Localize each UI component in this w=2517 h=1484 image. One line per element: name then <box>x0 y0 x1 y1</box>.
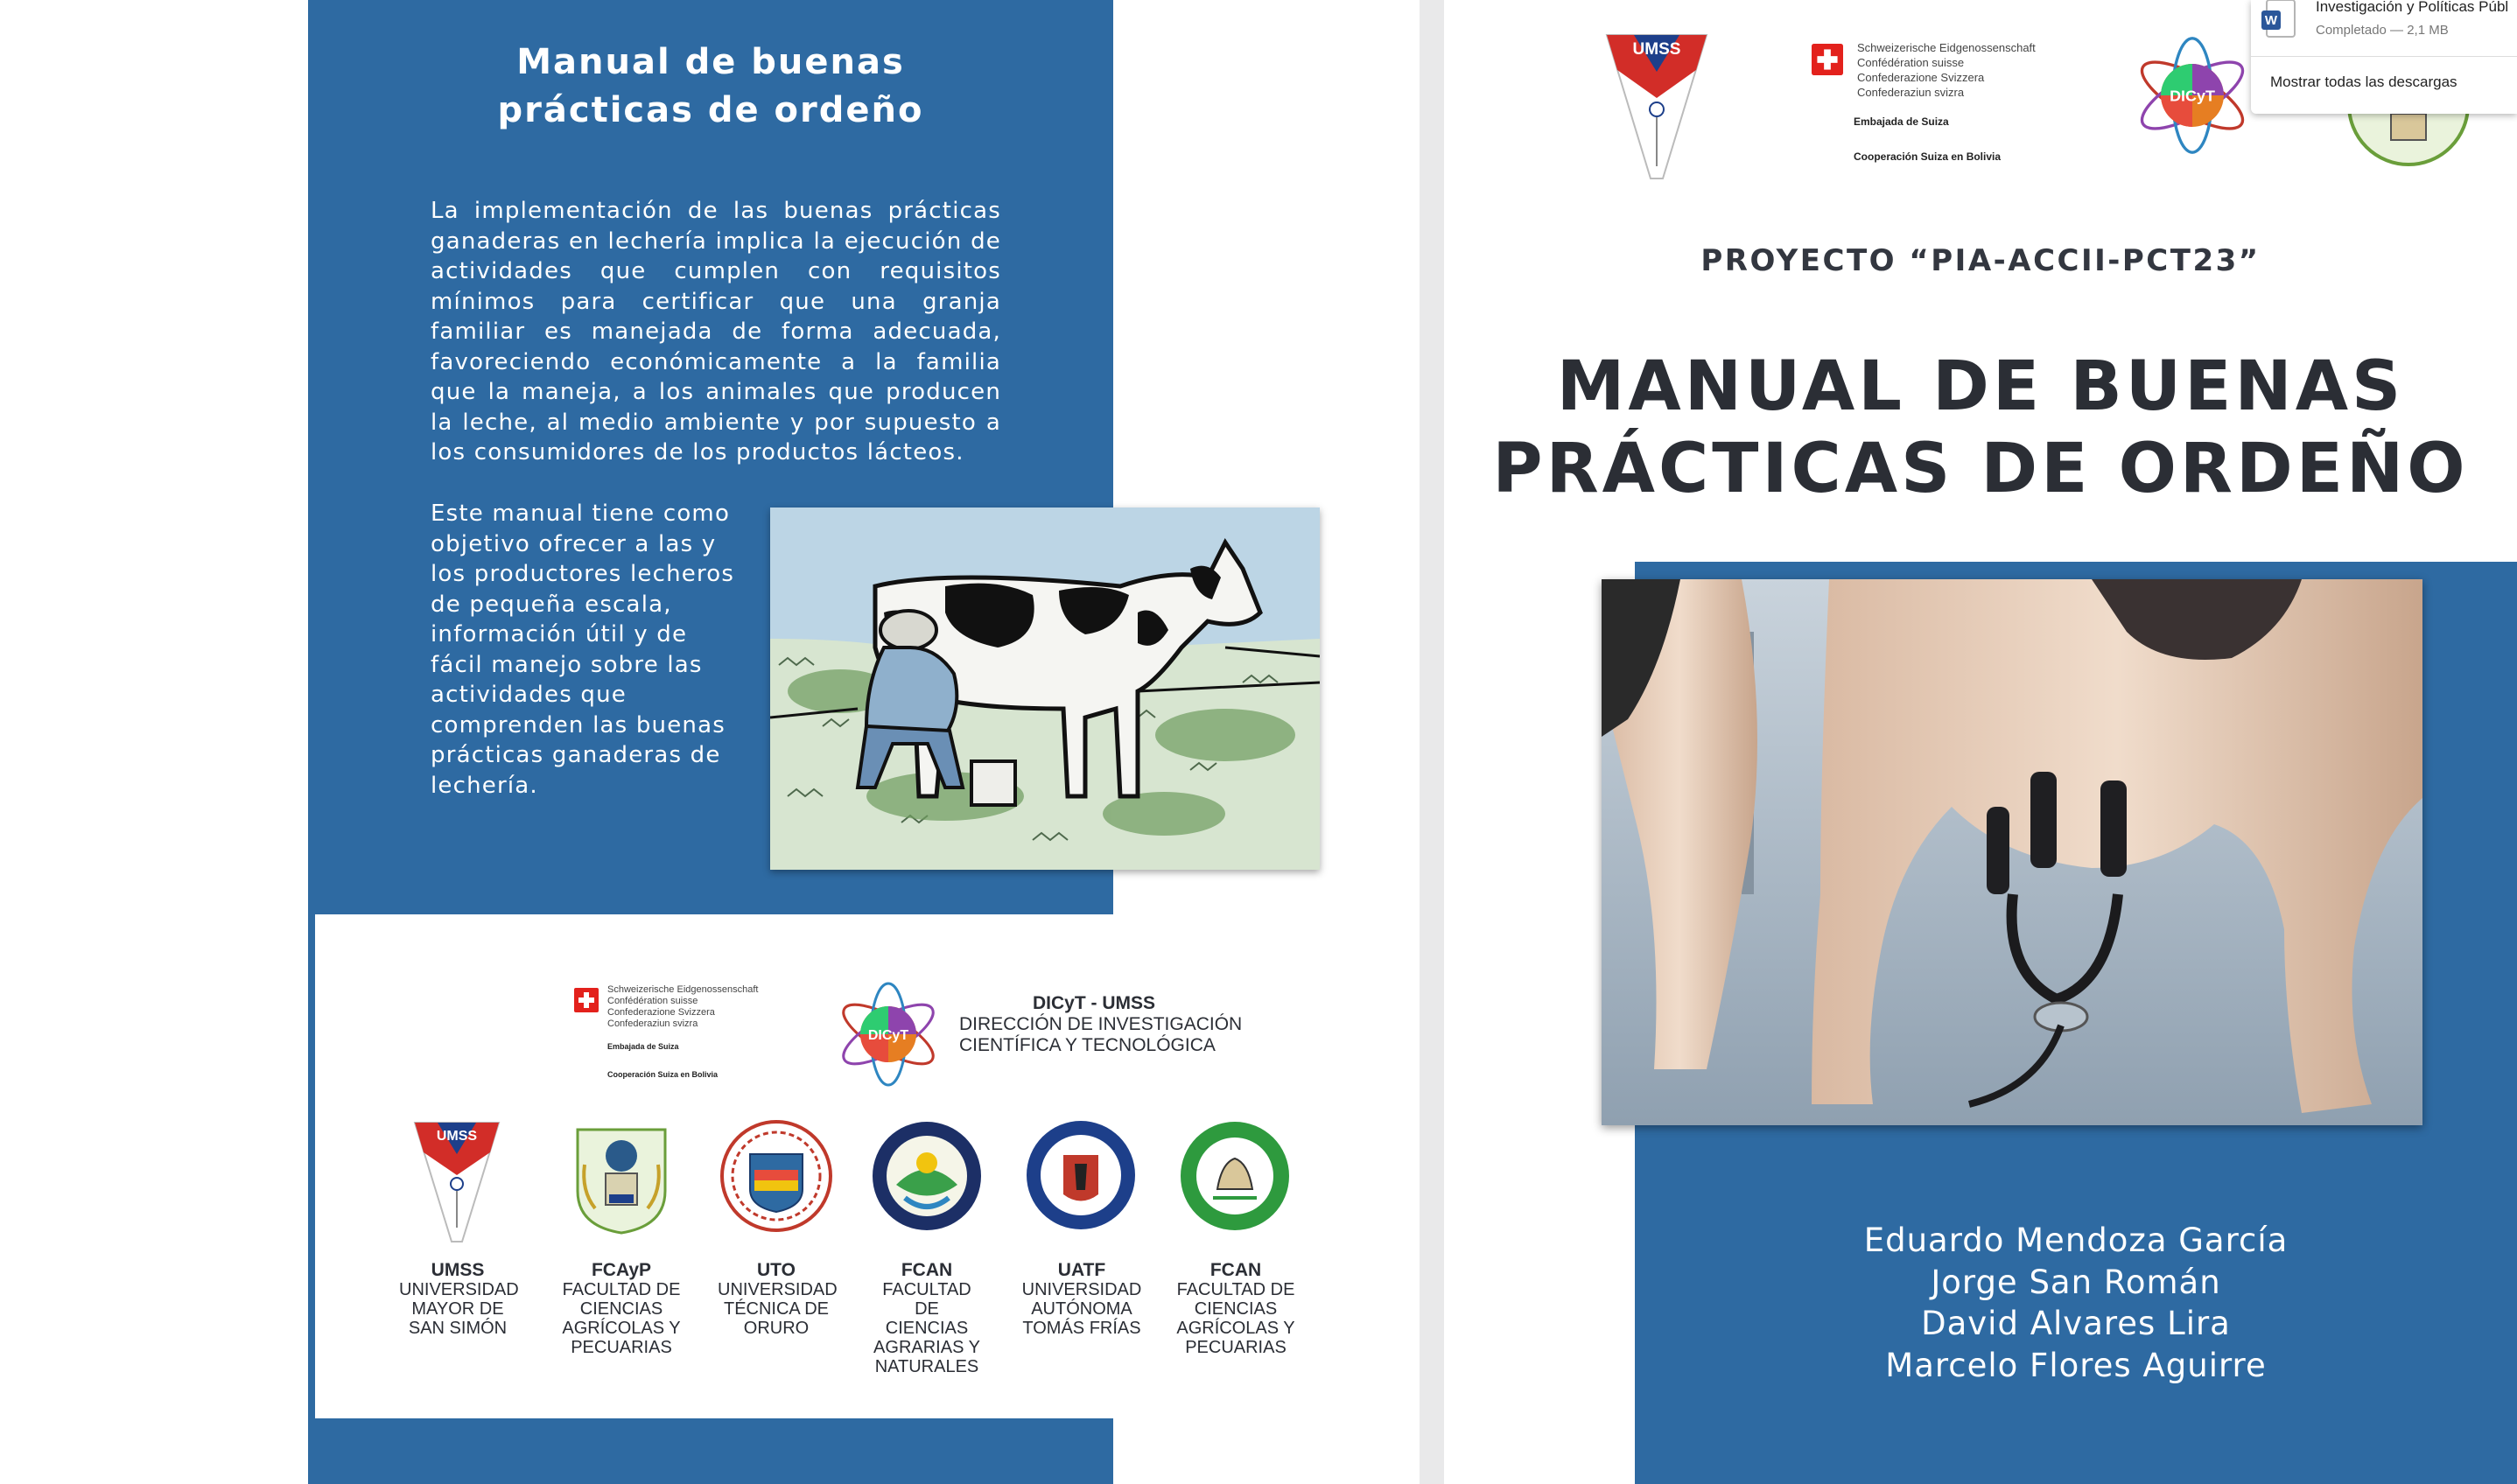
swiss-logo <box>574 984 767 1124</box>
downloads-divider <box>2251 56 2517 57</box>
caption-abbr: UATF <box>1057 1260 1106 1280</box>
swiss-line4: Confederaziun svizra <box>607 1018 698 1029</box>
swiss-line1: Schweizerische Eidgenossenschaft <box>607 984 759 995</box>
caption-line: ORURO <box>743 1319 810 1338</box>
milking-machine-photo <box>1602 579 2422 1125</box>
caption-line: CIENCIAS <box>1194 1299 1278 1319</box>
intro-paragraph: La implementación de las buenas prácticas ganaderas en lechería implica la ejecución de actividades que cumplen con requisitos mínimos para certificar que una granja familiar es manejada de forma adecuada, favoreciendo económicamente a la familia que la maneja, a los animales que producen la leche, al medio ambiente y por supuesto a los consumidores de los productos lácteos. <box>431 198 1001 466</box>
cover-swiss-line3: Confederazione Svizzera <box>1857 71 1985 84</box>
fcan-agrarias-logo <box>870 1119 984 1237</box>
cover-title-line2: PRÁCTICAS DE ORDEÑO <box>1492 430 2469 508</box>
logo-caption-fcan-pecuarias <box>1174 1261 1297 1357</box>
cover-swiss-line1: Schweizerische Eidgenossenschaft <box>1857 41 2036 54</box>
cover-swiss-line2: Confédération suisse <box>1857 56 1965 69</box>
logo-caption-fcayp <box>562 1261 681 1357</box>
cover-umss-logo <box>1605 26 1708 186</box>
show-all-downloads-button[interactable]: Mostrar todas las descargas <box>2270 74 2457 90</box>
project-text: Valoración e implementación de las buenas prácticas ganaderas en lechería, como estrategia frente al cambio climático en los valles de Cochabamba y zonas alto andinas de Oruro y Potosí. PIA-ACCII-PCT23 <box>23 692 284 868</box>
logo-caption-umss <box>399 1260 519 1338</box>
caption-line: CIENCIAS <box>579 1299 663 1319</box>
dicyt-line2: CIENTÍFICA Y TECNOLÓGICA <box>959 1035 1216 1055</box>
cover-dicyt-logo <box>2128 32 2256 164</box>
caption-line: CIENCIAS <box>885 1319 969 1338</box>
author-3: David Alvares Lira <box>1921 1305 2231 1342</box>
cover-swiss-line4: Confederaziun svizra <box>1857 86 1965 99</box>
caption-abbr: FCAN <box>901 1260 953 1280</box>
funded-section <box>23 1085 285 1393</box>
funded-text: Proyecto de investigación aplicada para la adaptación al cambio climático (PIA-ACC) FASE II, de la Embajada y cooperación Suiza en Bolivia. A través de la Dirección de Investigación Científica y Tecnológica (DICyT) de la Universidad Mayor de San Simón. <box>23 1137 280 1390</box>
swiss-line3: Confederazione Svizzera <box>607 1007 715 1018</box>
logos-panel <box>315 914 1376 1418</box>
umss-badge-text: UMSS <box>436 1129 478 1144</box>
caption-line: PECUARIAS <box>1185 1338 1287 1357</box>
caption-abbr: FCAN <box>1209 1260 1262 1280</box>
page-gap <box>1420 0 1444 1484</box>
left-title-line1: Manual de buenas <box>516 42 905 82</box>
caption-line: FACULTAD DE <box>1176 1280 1295 1299</box>
swiss-coop: Cooperación Suiza en Bolivia <box>607 1070 719 1079</box>
caption-line: SAN SIMÓN <box>408 1319 508 1338</box>
uto-logo <box>719 1119 833 1237</box>
cover-swiss-embassy: Embajada de Suiza <box>1854 116 1949 128</box>
cover-title <box>1444 346 2517 510</box>
cover-swiss-cross-icon <box>1812 44 1843 75</box>
swiss-embassy: Embajada de Suiza <box>607 1042 679 1051</box>
svg-text:W: W <box>2264 13 2278 28</box>
cover-dicyt-badge-text: DICyT <box>2170 87 2215 105</box>
caption-line: AUTÓNOMA <box>1031 1299 1132 1319</box>
dicyt-text <box>959 993 1242 1056</box>
caption-line: AGRARIAS Y <box>873 1338 980 1357</box>
project-section <box>23 640 285 871</box>
executed-section <box>23 903 285 1056</box>
executed-heading: Ejecutado por: <box>23 906 152 926</box>
dicyt-logo <box>831 977 945 1091</box>
cover-swiss-logo <box>1812 40 2057 172</box>
download-status: Completado — 2,1 MB <box>2316 23 2449 38</box>
caption-line: NATURALES <box>874 1357 979 1376</box>
caption-line: MAYOR DE <box>411 1299 504 1319</box>
download-file-name: Investigación y Políticas Públ <box>2316 0 2509 15</box>
left-page-title <box>308 38 1113 135</box>
caption-line: UNIVERSIDAD <box>1021 1280 1142 1299</box>
cover-title-line1: MANUAL DE BUENAS <box>1556 347 2405 426</box>
dicyt-badge-text: DICyT <box>867 1028 909 1043</box>
caption-line: AGRÍCOLAS Y <box>1176 1319 1295 1338</box>
download-item[interactable] <box>2261 0 2517 56</box>
swiss-cross-icon <box>574 988 599 1012</box>
author-2: Jorge San Román <box>1931 1263 2221 1301</box>
downloads-panel <box>2251 0 2517 114</box>
caption-line: TÉCNICA DE <box>723 1299 830 1319</box>
uatf-logo <box>1024 1116 1138 1242</box>
executed-text: Facultad de Ciencias Agrícolas, Pecuarias y Forestales (FCAPyF) de la Universidad Mayor de San Simón (UMSS) <box>23 955 281 1053</box>
logo-caption-fcan-agrarias <box>868 1261 985 1376</box>
logo-caption-uto <box>718 1260 838 1338</box>
caption-abbr: UMSS <box>431 1260 485 1280</box>
project-heading: Proyecto: <box>23 643 108 663</box>
funded-heading: Financiado por: <box>23 1088 161 1108</box>
author-4: Marcelo Flores Aguirre <box>1885 1346 2267 1384</box>
caption-line: UNIVERSIDAD <box>399 1280 519 1299</box>
caption-abbr: UTO <box>757 1260 796 1280</box>
author-1: Eduardo Mendoza García <box>1863 1222 2289 1259</box>
dicyt-line1: DIRECCIÓN DE INVESTIGACIÓN <box>959 1014 1243 1034</box>
word-doc-icon <box>2261 0 2296 38</box>
caption-line: PECUARIAS <box>571 1338 672 1357</box>
left-title-line2: prácticas de ordeño <box>497 90 924 130</box>
umss-logo <box>413 1114 501 1250</box>
cow-milking-illustration <box>770 508 1320 870</box>
fcan-pecuarias-logo <box>1178 1119 1292 1237</box>
objective-paragraph: Este manual tiene como objetivo ofrecer a las y los productores lecheros de pequeña escala, información útil y de fácil manejo sobre las actividades que comprenden las buenas prácticas ganaderas de lechería. <box>431 500 735 799</box>
caption-line: FACULTAD DE <box>562 1280 681 1299</box>
swiss-line2: Confédération suisse <box>607 996 698 1006</box>
authors-list <box>1635 1220 2517 1386</box>
cover-umss-badge-text: UMSS <box>1632 40 1681 59</box>
caption-line: AGRÍCOLAS Y <box>562 1319 681 1338</box>
fcayp-logo <box>569 1121 674 1239</box>
sidebar-panel <box>0 0 308 1484</box>
caption-abbr: FCAyP <box>591 1260 652 1280</box>
caption-line: FACULTAD DE <box>882 1280 971 1319</box>
cover-project-code: PROYECTO “PIA-ACCII-PCT23” <box>1700 243 2261 278</box>
logo-caption-uatf <box>1020 1261 1143 1338</box>
cover-swiss-coop: Cooperación Suiza en Bolivia <box>1854 150 2002 163</box>
caption-line: TOMÁS FRÍAS <box>1022 1319 1141 1338</box>
caption-line: UNIVERSIDAD <box>718 1280 838 1299</box>
dicyt-acronym: DICyT - UMSS <box>1033 993 1156 1013</box>
